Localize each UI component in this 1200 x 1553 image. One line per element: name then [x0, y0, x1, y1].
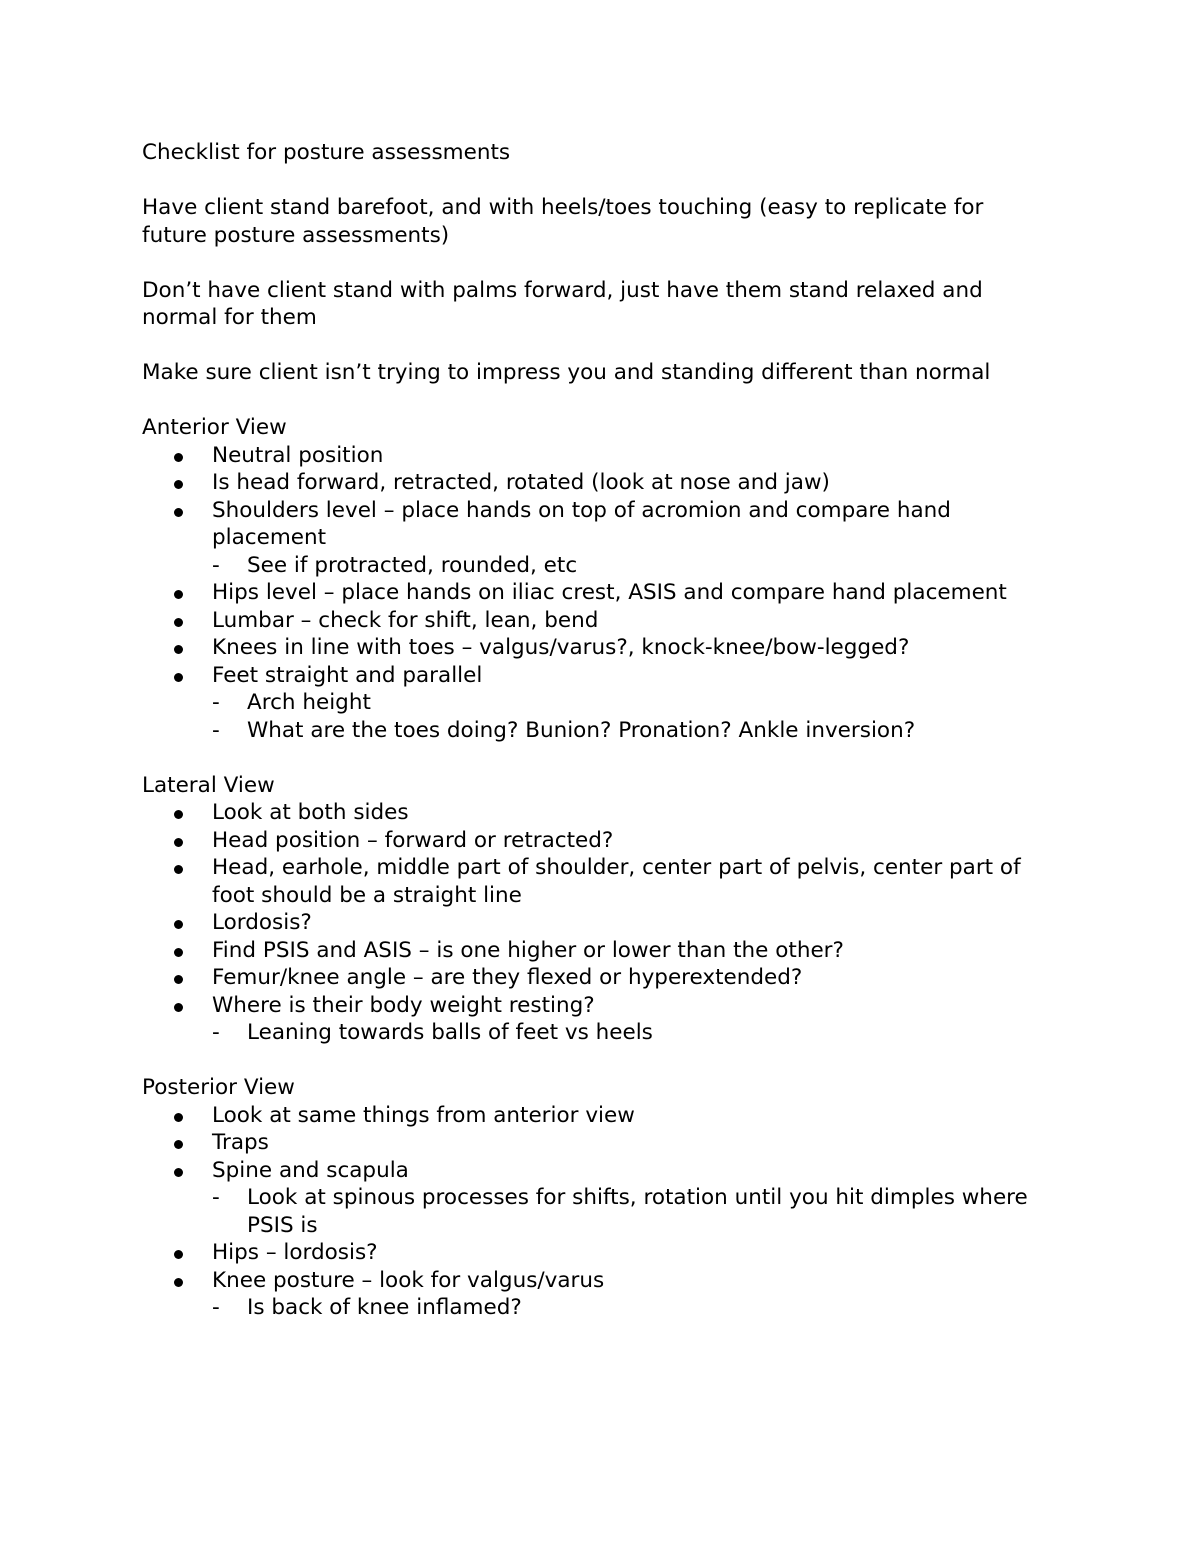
sub-list-item	[212, 717, 1042, 745]
list-item-text: Shoulders level – place hands on top of acromion and compare hand placement	[212, 497, 951, 550]
bullet-dot-icon	[174, 673, 183, 682]
section-heading: Lateral View	[142, 772, 275, 798]
bullet-dot-icon	[174, 865, 183, 874]
list-item-text: Find PSIS and ASIS – is one higher or lower than the other?	[212, 937, 844, 963]
list-item-text: Look at both sides	[212, 800, 409, 825]
bullet-dot-icon	[174, 1278, 183, 1287]
sub-list-item-text: What are the toes doing? Bunion? Pronation? Ankle inversion?	[247, 717, 916, 743]
sub-list-item	[212, 552, 1042, 580]
bullet-dot-icon	[174, 810, 183, 819]
bullet-dot-icon	[174, 1168, 183, 1177]
list-item-text: Traps	[212, 1130, 269, 1155]
sub-list-item-text: Arch height	[247, 690, 371, 715]
bullet-dot-icon	[174, 975, 183, 984]
intro-paragraph: Have client stand barefoot, and with heels/toes touching (easy to replicate for future posture assessments)	[142, 195, 984, 248]
bullet-dot-icon	[174, 948, 183, 957]
bullet-dot-icon	[174, 838, 183, 847]
list-item	[142, 1129, 1042, 1157]
list-item	[142, 1157, 1042, 1240]
list-item	[142, 497, 1042, 580]
sub-list-item-text: Look at spinous processes for shifts, rotation until you hit dimples where PSIS is	[247, 1185, 1028, 1238]
list-item-text: Femur/knee angle – are they flexed or hyperextended?	[212, 965, 803, 990]
list-item	[142, 799, 1042, 827]
sub-list	[212, 689, 1042, 744]
sub-list-item-text: Leaning towards balls of feet vs heels	[247, 1020, 653, 1045]
sub-list	[212, 1294, 1042, 1322]
bullet-dot-icon	[174, 618, 183, 627]
list-item	[142, 1239, 1042, 1267]
section-heading: Anterior View	[142, 415, 287, 440]
list-item	[142, 964, 1042, 992]
bullet-dot-icon	[174, 1113, 183, 1122]
bullet-list	[142, 799, 1042, 1047]
dash-icon: -	[212, 552, 220, 578]
sub-list-item	[212, 1184, 1042, 1239]
sub-list-item	[212, 689, 1042, 717]
sub-list	[212, 552, 1042, 580]
list-item-text: Lumbar – check for shift, lean, bend	[212, 607, 599, 633]
list-item	[142, 442, 1042, 470]
list-item-text: Where is their body weight resting?	[212, 992, 595, 1018]
sections-container	[142, 414, 1042, 1322]
sub-list	[212, 1184, 1042, 1239]
list-item	[142, 827, 1042, 855]
document-page	[142, 139, 1042, 1349]
list-item-text: Hips level – place hands on iliac crest, ASIS and compare hand placement	[212, 580, 1007, 605]
sub-list	[212, 1019, 1042, 1047]
list-item	[142, 634, 1042, 662]
list-item-text: Knee posture – look for valgus/varus	[212, 1267, 605, 1293]
bullet-dot-icon	[174, 508, 183, 517]
bullet-dot-icon	[174, 453, 183, 462]
bullet-list	[142, 442, 1042, 745]
list-item-text: Feet straight and parallel	[212, 662, 483, 688]
list-item-text: Neutral position	[212, 442, 384, 468]
dash-icon: -	[212, 1020, 220, 1045]
dash-icon: -	[212, 690, 220, 715]
bullet-dot-icon	[174, 590, 183, 599]
list-item-text: Head, earhole, middle part of shoulder, center part of pelvis, center part of foot should be a straight line	[212, 855, 1021, 908]
list-item-text: Hips – lordosis?	[212, 1240, 378, 1265]
list-item	[142, 1267, 1042, 1322]
list-item	[142, 992, 1042, 1047]
sub-list-item-text: Is back of knee inflamed?	[247, 1295, 522, 1320]
bullet-list	[142, 1102, 1042, 1322]
list-item	[142, 937, 1042, 965]
intro-paragraph: Make sure client isn’t trying to impress you and standing different than normal	[142, 360, 991, 385]
sub-list-item-text: See if protracted, rounded, etc	[247, 552, 578, 578]
list-item	[142, 854, 1042, 909]
bullet-dot-icon	[174, 1250, 183, 1259]
bullet-dot-icon	[174, 920, 183, 929]
bullet-dot-icon	[174, 1140, 183, 1149]
bullet-dot-icon	[174, 1003, 183, 1012]
list-item	[142, 579, 1042, 607]
bullet-dot-icon	[174, 480, 183, 489]
bullet-dot-icon	[174, 645, 183, 654]
list-item	[142, 662, 1042, 745]
sub-list-item	[212, 1019, 1042, 1047]
sub-list-item	[212, 1294, 1042, 1322]
intro-paragraph: Don’t have client stand with palms forward, just have them stand relaxed and normal for them	[142, 277, 983, 330]
list-item-text: Is head forward, retracted, rotated (look at nose and jaw)	[212, 470, 830, 495]
section-heading: Posterior View	[142, 1075, 295, 1100]
list-item-text: Look at same things from anterior view	[212, 1102, 635, 1128]
list-item	[142, 607, 1042, 635]
list-item	[142, 1102, 1042, 1130]
dash-icon: -	[212, 717, 220, 743]
list-item-text: Knees in line with toes – valgus/varus?, knock-knee/bow-legged?	[212, 635, 910, 660]
list-item-text: Spine and scapula	[212, 1157, 409, 1183]
list-item	[142, 469, 1042, 497]
document-title: Checklist for posture assessments	[142, 140, 511, 165]
list-item-text: Lordosis?	[212, 910, 312, 935]
list-item	[142, 909, 1042, 937]
dash-icon: -	[212, 1185, 220, 1210]
dash-icon: -	[212, 1295, 220, 1320]
list-item-text: Head position – forward or retracted?	[212, 827, 614, 853]
